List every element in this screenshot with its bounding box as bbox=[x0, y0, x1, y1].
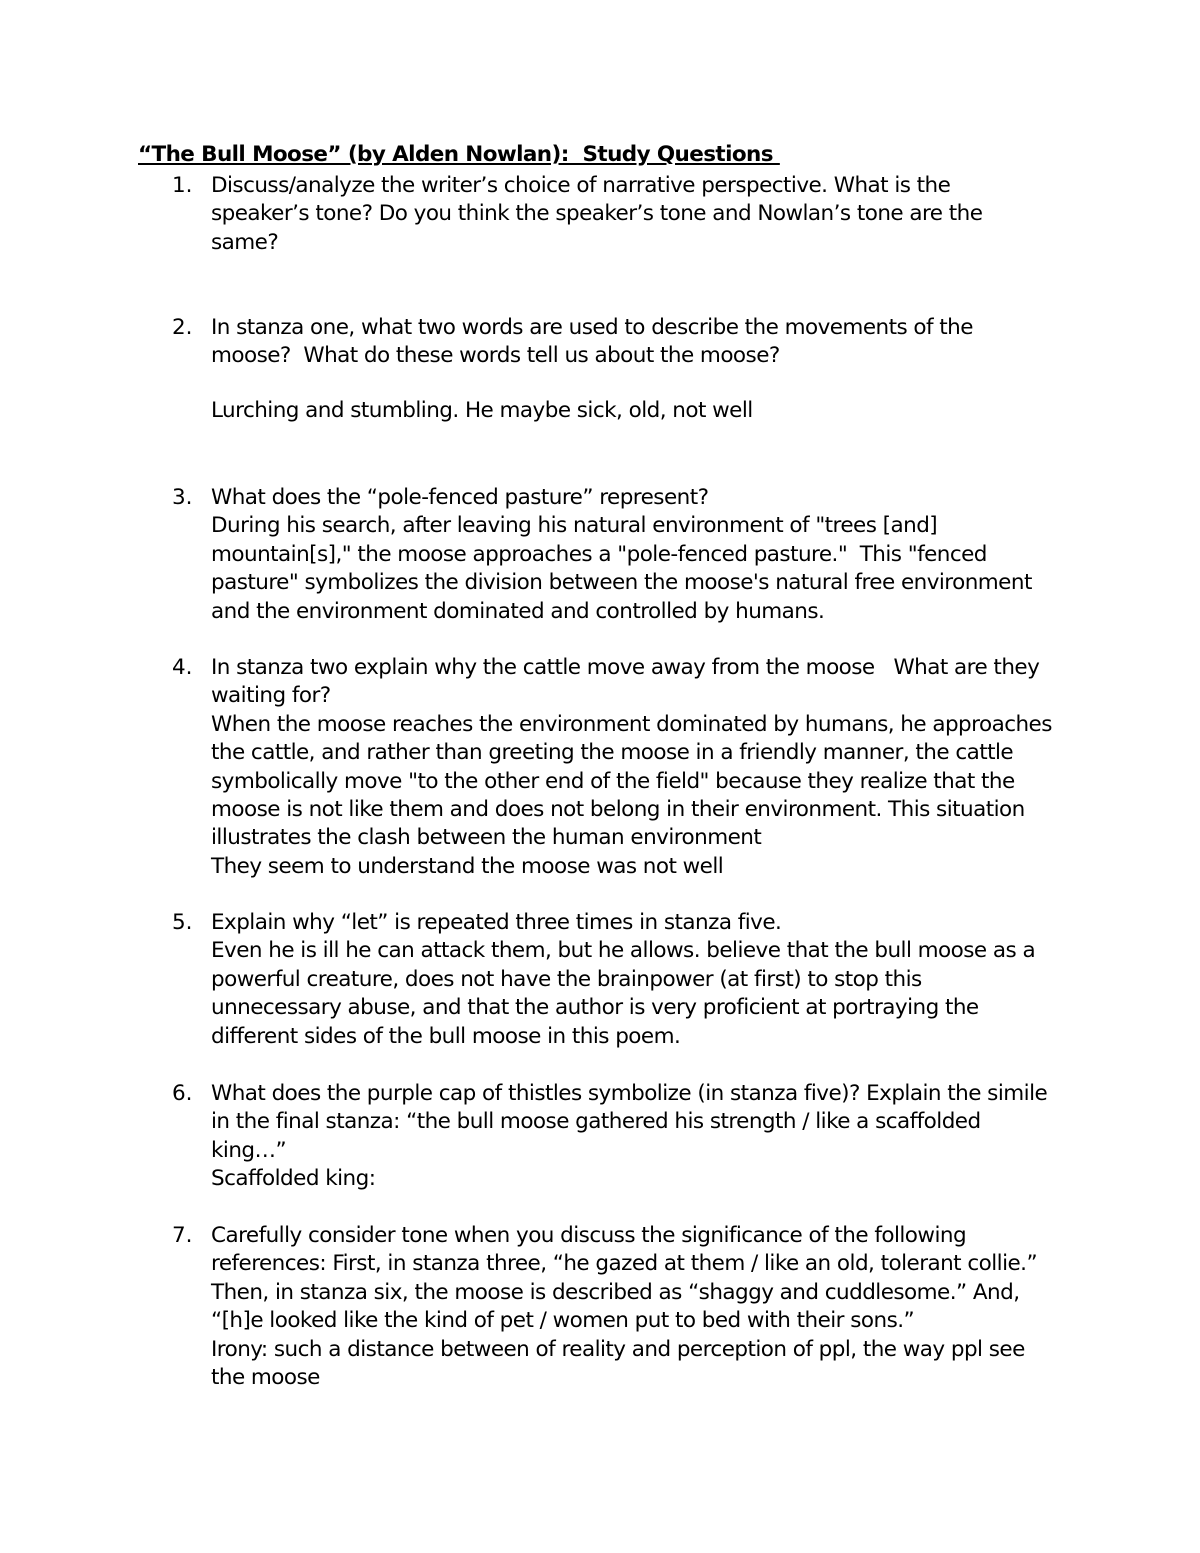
answer-text-line: illustrates the clash between the human environment bbox=[211, 825, 762, 851]
question-text-line: In stanza two explain why the cattle move away from the moose What are they bbox=[211, 655, 1040, 680]
answer-text-line: During his search, after leaving his natural environment of "trees [and] bbox=[211, 513, 938, 539]
question-number: 3. bbox=[172, 485, 193, 510]
question-text-line: Carefully consider tone when you discuss the significance of the following bbox=[211, 1223, 967, 1248]
answer-text-line: powerful creature, does not have the brainpower (at first) to stop this bbox=[211, 966, 922, 992]
question-number: 5. bbox=[172, 910, 193, 935]
question-text-line: in the final stanza: “the bull moose gathered his strength / like a scaffolded bbox=[211, 1109, 981, 1135]
answer-text-line: different sides of the bull moose in this poem. bbox=[211, 1023, 681, 1049]
question-number: 7. bbox=[172, 1223, 193, 1248]
answer-text-line: moose is not like them and does not belong in their environment. This situation bbox=[211, 797, 1025, 823]
question-body bbox=[211, 172, 1081, 257]
answer-text-line: Irony: such a distance between of reality and perception of ppl, the way ppl see bbox=[211, 1336, 1025, 1362]
answer-text-line: Scaffolded king: bbox=[211, 1166, 376, 1192]
answer-text-line: When the moose reaches the environment dominated by humans, he approaches bbox=[211, 711, 1052, 737]
question-text-line: king…” bbox=[211, 1137, 287, 1163]
question-text-line: same? bbox=[211, 229, 279, 255]
question-body bbox=[211, 1222, 1081, 1392]
question-body bbox=[211, 314, 1081, 425]
question-text-line: speaker’s tone? Do you think the speaker’s tone and Nowlan’s tone are the bbox=[211, 201, 983, 227]
question-text-line: What does the purple cap of thistles symbolize (in stanza five)? Explain the simile bbox=[211, 1081, 1048, 1106]
question-text-line: What does the “pole-fenced pasture” represent? bbox=[211, 485, 709, 510]
answer-text-line: Lurching and stumbling. He maybe sick, old, not well bbox=[211, 397, 753, 423]
question-text-line: Explain why “let” is repeated three times in stanza five. bbox=[211, 910, 782, 935]
answer-text-line: symbolically move "to the other end of the field" because they realize that the bbox=[211, 768, 1015, 794]
answer-text-line: the cattle, and rather than greeting the moose in a friendly manner, the cattle bbox=[211, 740, 1014, 766]
document-title: “The Bull Moose” (by Alden Nowlan): Study Questions bbox=[138, 142, 780, 167]
answer-text-line: pasture" symbolizes the division between the moose's natural free environment bbox=[211, 570, 1032, 596]
answer-text-line: Even he is ill he can attack them, but he allows. believe that the bull moose as a bbox=[211, 938, 1036, 964]
question-body bbox=[211, 1080, 1081, 1194]
question-text-line: moose? What do these words tell us about the moose? bbox=[211, 343, 780, 369]
answer-text-line: mountain[s]," the moose approaches a "pole-fenced pasture." This "fenced bbox=[211, 541, 987, 567]
answer-text-line: unnecessary abuse, and that the author is very proficient at portraying the bbox=[211, 995, 979, 1021]
question-body bbox=[211, 909, 1081, 1051]
question-text-line: references: First, in stanza three, “he gazed at them / like an old, tolerant collie.” bbox=[211, 1251, 1038, 1277]
question-number: 6. bbox=[172, 1081, 193, 1106]
question-number: 2. bbox=[172, 315, 193, 340]
question-text-line: Then, in stanza six, the moose is described as “shaggy and cuddlesome.” And, bbox=[211, 1279, 1020, 1305]
question-number: 4. bbox=[172, 655, 193, 680]
answer-text-line: and the environment dominated and controlled by humans. bbox=[211, 598, 825, 624]
question-text-line: waiting for? bbox=[211, 683, 331, 709]
answer-text-line: They seem to understand the moose was not well bbox=[211, 853, 724, 879]
question-body bbox=[211, 484, 1081, 626]
question-text-line: “[h]e looked like the kind of pet / women put to bed with their sons.” bbox=[211, 1308, 915, 1334]
question-body bbox=[211, 654, 1081, 881]
question-text-line: In stanza one, what two words are used to describe the movements of the bbox=[211, 315, 973, 340]
question-text-line: Discuss/analyze the writer’s choice of narrative perspective. What is the bbox=[211, 173, 951, 198]
answer-text-line: the moose bbox=[211, 1365, 320, 1391]
question-number: 1. bbox=[172, 173, 193, 198]
